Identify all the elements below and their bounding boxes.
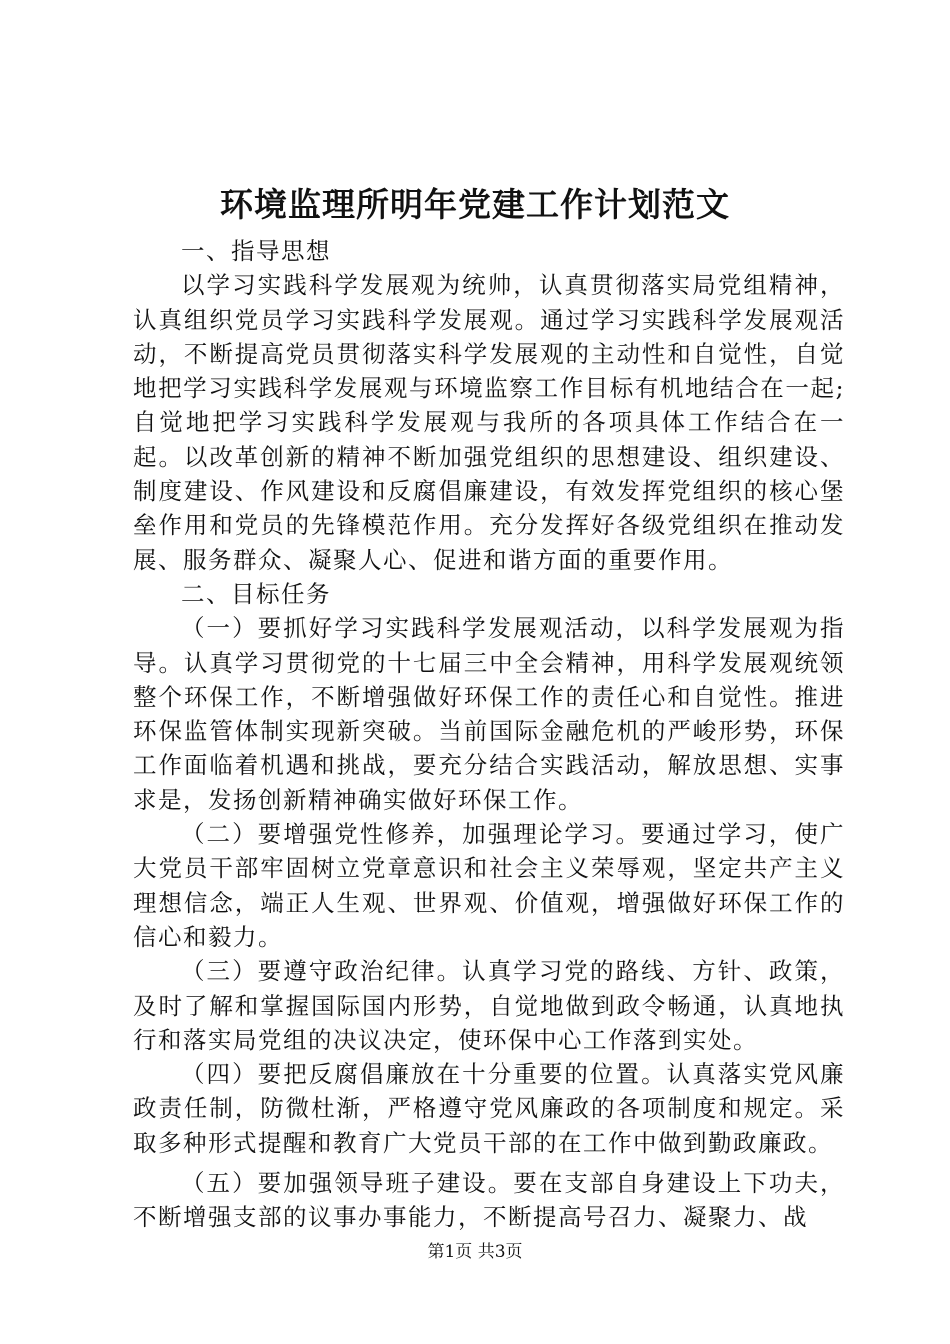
- document-title: 环境监理所明年党建工作计划范文: [220, 185, 730, 224]
- paragraph-task-1: （一）要抓好学习实践科学发展观活动，以科学发展观为指导。认真学习贯彻党的十七届三中全会精神，用科学发展观统领整个环保工作，不断增强做好环保工作的责任心和自觉性。推进环保监管体制实现新突破。当前国际金融危机的严峻形势，环保工作面临着机遇和挑战，要充分结合实践活动，解放思想、实事求是，发扬创新精神确实做好环保工作。: [133, 614, 845, 814]
- page-number-footer: 第1页 共3页: [427, 1242, 523, 1262]
- paragraph-task-5: （五）要加强领导班子建设。要在支部自身建设上下功夫，不断增强支部的议事办事能力，不断提高号召力、凝聚力、战: [133, 1169, 845, 1232]
- section-heading-goals-tasks: 二、目标任务: [181, 579, 331, 608]
- document-body: [133, 234, 845, 1235]
- paragraph-guiding-ideology: 以学习实践科学发展观为统帅，认真贯彻落实局党组精神，认真组织党员学习实践科学发展观。通过学习实践科学发展观活动，不断提高党员贯彻落实科学发展观的主动性和自觉性，自觉地把学习实践科学发展观与环境监察工作目标有机地结合在一起;自觉地把学习实践科学发展观与我所的各项具体工作结合在一起。以改革创新的精神不断加强党组织的思想建设、组织建设、制度建设、作风建设和反腐倡廉建设，有效发挥党组织的核心堡垒作用和党员的先锋模范作用。充分发挥好各级党组织在推动发展、服务群众、凝聚人心、促进和谐方面的重要作用。: [133, 271, 845, 574]
- paragraph-task-4: （四）要把反腐倡廉放在十分重要的位置。认真落实党风廉政责任制，防微杜渐，严格遵守党风廉政的各项制度和规定。采取多种形式提醒和教育广大党员干部的在工作中做到勤政廉政。: [133, 1060, 845, 1157]
- paragraph-task-2: （二）要增强党性修养，加强理论学习。要通过学习，使广大党员干部牢固树立党章意识和社会主义荣辱观，坚定共产主义理想信念，端正人生观、世界观、价值观，增强做好环保工作的信心和毅力。: [133, 820, 845, 951]
- section-heading-guiding-ideology: 一、指导思想: [181, 237, 331, 265]
- paragraph-task-3: （三）要遵守政治纪律。认真学习党的路线、方针、政策，及时了解和掌握国际国内形势，自觉地做到政令畅通，认真地执行和落实局党组的决议决定，使环保中心工作落到实处。: [133, 957, 845, 1054]
